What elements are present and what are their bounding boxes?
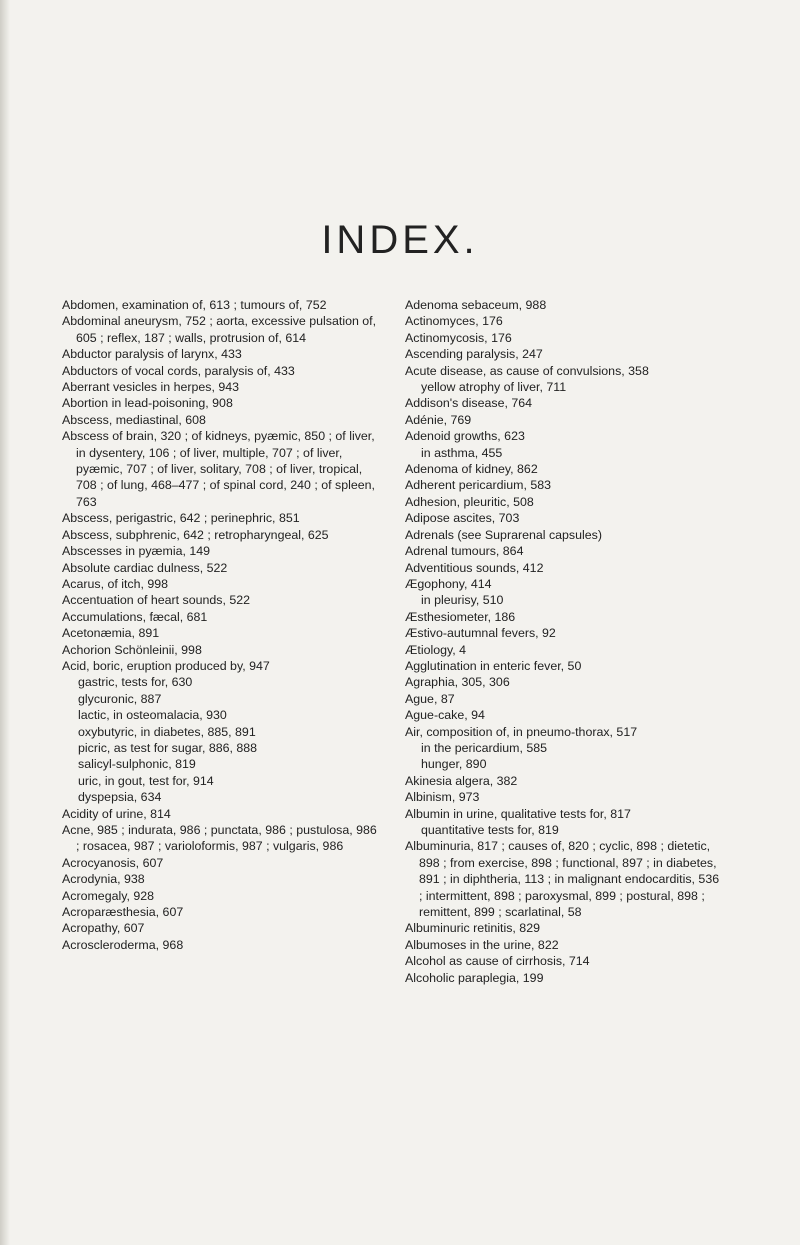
index-entry: Albinism, 973 (405, 790, 480, 805)
index-entry: Adenoid growths, 623 (405, 429, 525, 444)
index-subentry: lactic, in osteomalacia, 930 (78, 708, 227, 723)
index-entry: Adherent pericardium, 583 (405, 478, 552, 493)
index-entry: Adhesion, pleuritic, 508 (405, 494, 534, 509)
page-title: INDEX. (321, 218, 479, 262)
index-subentry: dyspepsia, 634 (78, 790, 162, 805)
index-subentry: uric, in gout, test for, 914 (78, 773, 214, 788)
index-entry: Æsthesiometer, 186 (405, 609, 516, 624)
index-entry: Acne, 985 ; indurata, 986 ; punctata, 986 ; pustulosa, 986 ; rosacea, 987 ; varioloformis, 987 ; vulgaris, 986 (62, 823, 377, 854)
index-entry: Abdominal aneurysm, 752 ; aorta, excessive pulsation of, 605 ; reflex, 187 ; walls, protrusion of, 614 (62, 314, 377, 345)
index-entry: Agglutination in enteric fever, 50 (405, 658, 582, 673)
index-entry: Ascending paralysis, 247 (405, 347, 543, 362)
index-entry: Actinomycosis, 176 (405, 330, 512, 345)
index-entry: Agraphia, 305, 306 (405, 675, 510, 690)
index-entry: Absolute cardiac dulness, 522 (62, 560, 228, 575)
index-entry: Abdomen, examination of, 613 ; tumours of, 752 (62, 298, 327, 312)
index-subentry: yellow atrophy of liver, 711 (421, 380, 567, 395)
index-entry: Adrenal tumours, 864 (405, 544, 524, 559)
index-entry: Adénie, 769 (405, 412, 472, 427)
index-entry: Albuminuric retinitis, 829 (405, 921, 540, 936)
index-entry: Adipose ascites, 703 (405, 511, 520, 526)
index-entry: Ægophony, 414 (405, 576, 492, 591)
index-entry: Akinesia algera, 382 (405, 773, 518, 788)
index-entry: Ætiology, 4 (405, 642, 467, 657)
page-edge (0, 0, 10, 1245)
index-entry: Acromegaly, 928 (62, 888, 155, 903)
index-entry: Aberrant vesicles in herpes, 943 (62, 380, 240, 395)
index-subentry: quantitative tests for, 819 (421, 823, 559, 837)
index-subentry: gastric, tests for, 630 (78, 675, 193, 690)
index-entry: Air, composition of, in pneumo-thorax, 517 (405, 724, 638, 739)
left-column (62, 297, 377, 953)
index-entry: Acetonæmia, 891 (62, 626, 160, 641)
index-entry: Actinomyces, 176 (405, 314, 503, 329)
index-entry: Acidity of urine, 814 (62, 806, 171, 821)
index-entry: Æstivo-autumnal fevers, 92 (405, 626, 556, 641)
index-entry: Adrenals (see Suprarenal capsules) (405, 527, 602, 542)
index-entry: Adventitious sounds, 412 (405, 560, 544, 575)
right-column (405, 297, 725, 986)
index-entry: Albumoses in the urine, 822 (405, 937, 559, 952)
index-entry: Albuminuria, 817 ; causes of, 820 ; cyclic, 898 ; dietetic, 898 ; from exercise, 898 ; functional, 897 ; in diabetes, 891 ; in diphtheria, 113 ; in malignant endocarditis, 536 ; intermittent, 898 ; paroxysmal, 899 ; postural, 898 ; remittent, 899 ; scarlatinal, 58 (405, 839, 720, 920)
index-entry: Achorion Schönleinii, 998 (62, 642, 202, 657)
index-subentry: in the pericardium, 585 (421, 740, 548, 755)
index-entry: Abscess, mediastinal, 608 (62, 412, 206, 427)
index-entry: Abortion in lead-poisoning, 908 (62, 396, 233, 411)
index-subentry: oxybutyric, in diabetes, 885, 891 (78, 724, 256, 739)
index-entry: Acroparæsthesia, 607 (62, 905, 184, 920)
index-entry: Adenoma of kidney, 862 (405, 462, 538, 477)
index-subentry: picric, as test for sugar, 886, 888 (78, 740, 258, 755)
index-entry: Addison's disease, 764 (405, 396, 533, 411)
index-entry: Acid, boric, eruption produced by, 947 (62, 658, 270, 673)
index-subentry: glycuronic, 887 (78, 691, 162, 706)
index-entry: Acroscleroderma, 968 (62, 937, 184, 952)
index-entry: Adenoma sebaceum, 988 (405, 298, 547, 312)
index-entry: Alcoholic paraplegia, 199 (405, 970, 544, 985)
index-entry: Abscesses in pyæmia, 149 (62, 544, 211, 559)
index-subentry: in pleurisy, 510 (421, 593, 504, 608)
index-entry: Albumin in urine, qualitative tests for, 817 (405, 806, 631, 821)
index-subentry: hunger, 890 (421, 757, 487, 772)
index-entry: Ague-cake, 94 (405, 708, 485, 723)
index-entry: Abscess, subphrenic, 642 ; retropharyngeal, 625 (62, 527, 329, 542)
index-entry: Ague, 87 (405, 691, 455, 706)
index-entry: Acropathy, 607 (62, 921, 145, 936)
index-entry: Accentuation of heart sounds, 522 (62, 593, 251, 608)
index-entry: Acute disease, as cause of convulsions, 358 (405, 363, 649, 378)
index-entry: Accumulations, fæcal, 681 (62, 609, 208, 624)
index-entry: Acarus, of itch, 998 (62, 576, 169, 591)
index-subentry: salicyl-sulphonic, 819 (78, 757, 196, 772)
index-entry: Abscess of brain, 320 ; of kidneys, pyæmic, 850 ; of liver, in dysentery, 106 ; of liver, multiple, 707 ; of liver, pyæmic, 707 ; of liver, solitary, 708 ; of liver, tropical, 708 ; of lung, 468–477 ; of spinal cord, 240 ; of spleen, 763 (62, 429, 375, 509)
index-entry: Acrodynia, 938 (62, 872, 145, 887)
index-entry: Alcohol as cause of cirrhosis, 714 (405, 954, 590, 969)
index-entry: Acrocyanosis, 607 (62, 855, 164, 870)
index-entry: Abscess, perigastric, 642 ; perinephric, 851 (62, 511, 300, 526)
index-entry: Abductor paralysis of larynx, 433 (62, 347, 242, 362)
index-entry: Abductors of vocal cords, paralysis of, 433 (62, 363, 295, 378)
index-subentry: in asthma, 455 (421, 445, 503, 460)
